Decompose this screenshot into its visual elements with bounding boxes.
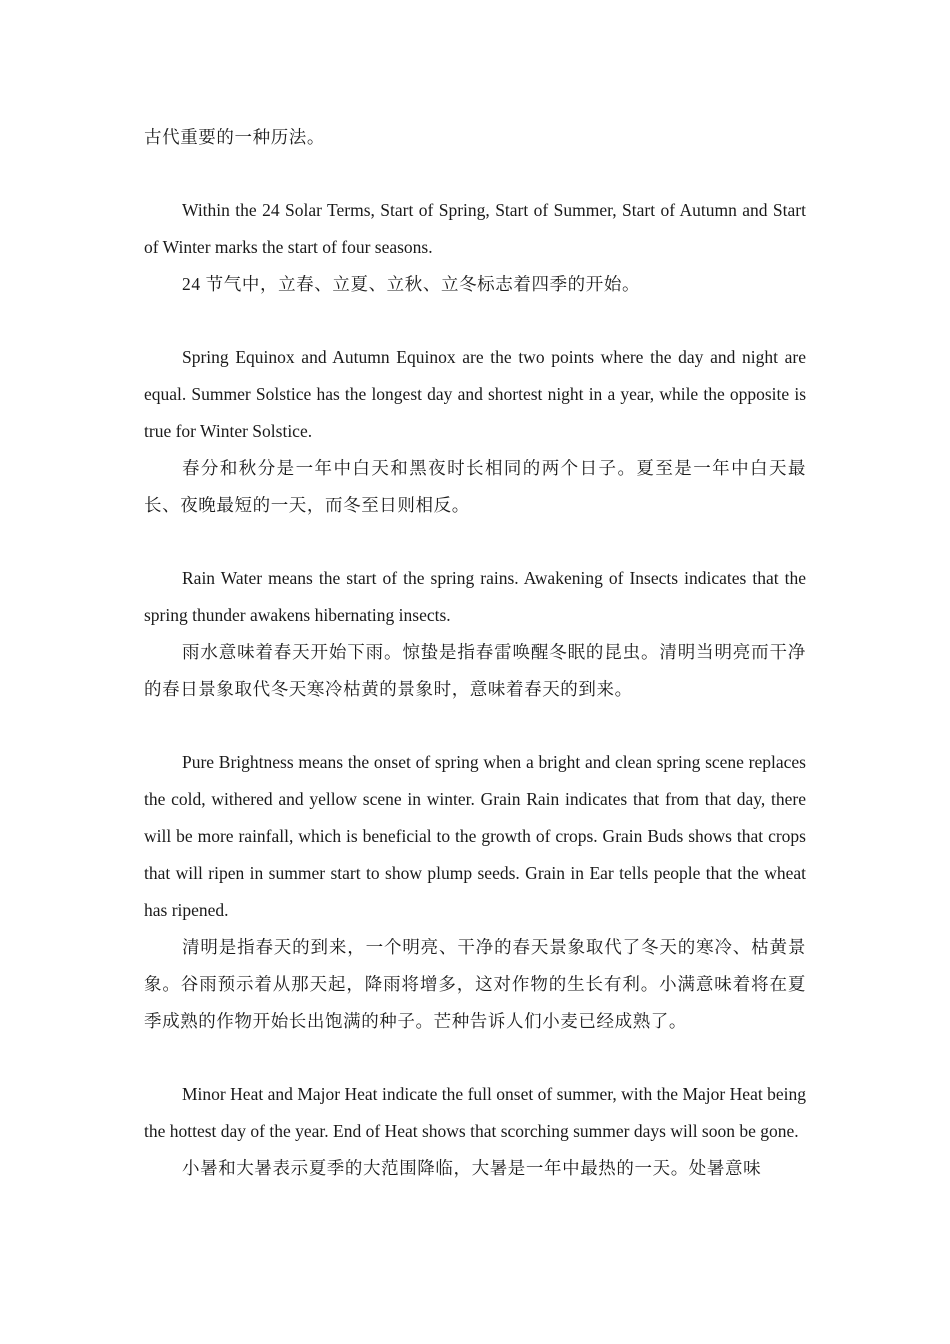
paragraph-zh-4: 清明是指春天的到来，一个明亮、干净的春天景象取代了冬天的寒冷、枯黄景象。谷雨预示着从那天起，降雨将增多，这对作物的生长有利。小满意味着将在夏季成熟的作物开始长出饱满的种子。芒种告诉人们小麦已经成熟了。: [144, 937, 806, 1031]
paragraph-spacer: [144, 156, 806, 192]
document-body: [144, 119, 806, 1187]
paragraph-en-4: Pure Brightness means the onset of spring when a bright and clean spring scene replaces the cold, withered and yellow scene in winter. Grain Rain indicates that from that day, there will be more rainfall, which is beneficial to the growth of crops. Grain Buds shows that crops that will ripen in summer start to show plump seeds. Grain in Ear tells people that the wheat has ripened.: [144, 752, 806, 920]
paragraph-spacer: [144, 524, 806, 560]
paragraph-zh-1: 24 节气中，立春、立夏、立秋、立冬标志着四季的开始。: [182, 274, 641, 294]
paragraph-en-5: Minor Heat and Major Heat indicate the full onset of summer, with the Major Heat being the hottest day of the year. End of Heat shows that scorching summer days will soon be gone.: [144, 1084, 806, 1141]
paragraph-zh-0: 古代重要的一种历法。: [144, 127, 325, 147]
paragraph-spacer: [144, 1040, 806, 1076]
paragraph-spacer: [144, 708, 806, 744]
paragraph-spacer: [144, 303, 806, 339]
paragraph-zh-3: 雨水意味着春天开始下雨。惊蛰是指春雷唤醒冬眠的昆虫。清明当明亮而干净的春日景象取代冬天寒冷枯黄的景象时，意味着春天的到来。: [144, 642, 806, 699]
paragraph-en-2: Spring Equinox and Autumn Equinox are the two points where the day and night are equal. Summer Solstice has the longest day and shortest night in a year, while the opposite is true for Winter Solstice.: [144, 347, 806, 441]
paragraph-en-3: Rain Water means the start of the spring rains. Awakening of Insects indicates that the spring thunder awakens hibernating insects.: [144, 568, 806, 625]
paragraph-zh-2: 春分和秋分是一年中白天和黑夜时长相同的两个日子。夏至是一年中白天最长、夜晚最短的一天，而冬至日则相反。: [144, 458, 806, 515]
paragraph-zh-5: 小暑和大暑表示夏季的大范围降临，大暑是一年中最热的一天。处暑意味: [182, 1158, 762, 1178]
paragraph-en-1: Within the 24 Solar Terms, Start of Spring, Start of Summer, Start of Autumn and Start of Winter marks the start of four seasons.: [144, 200, 806, 257]
